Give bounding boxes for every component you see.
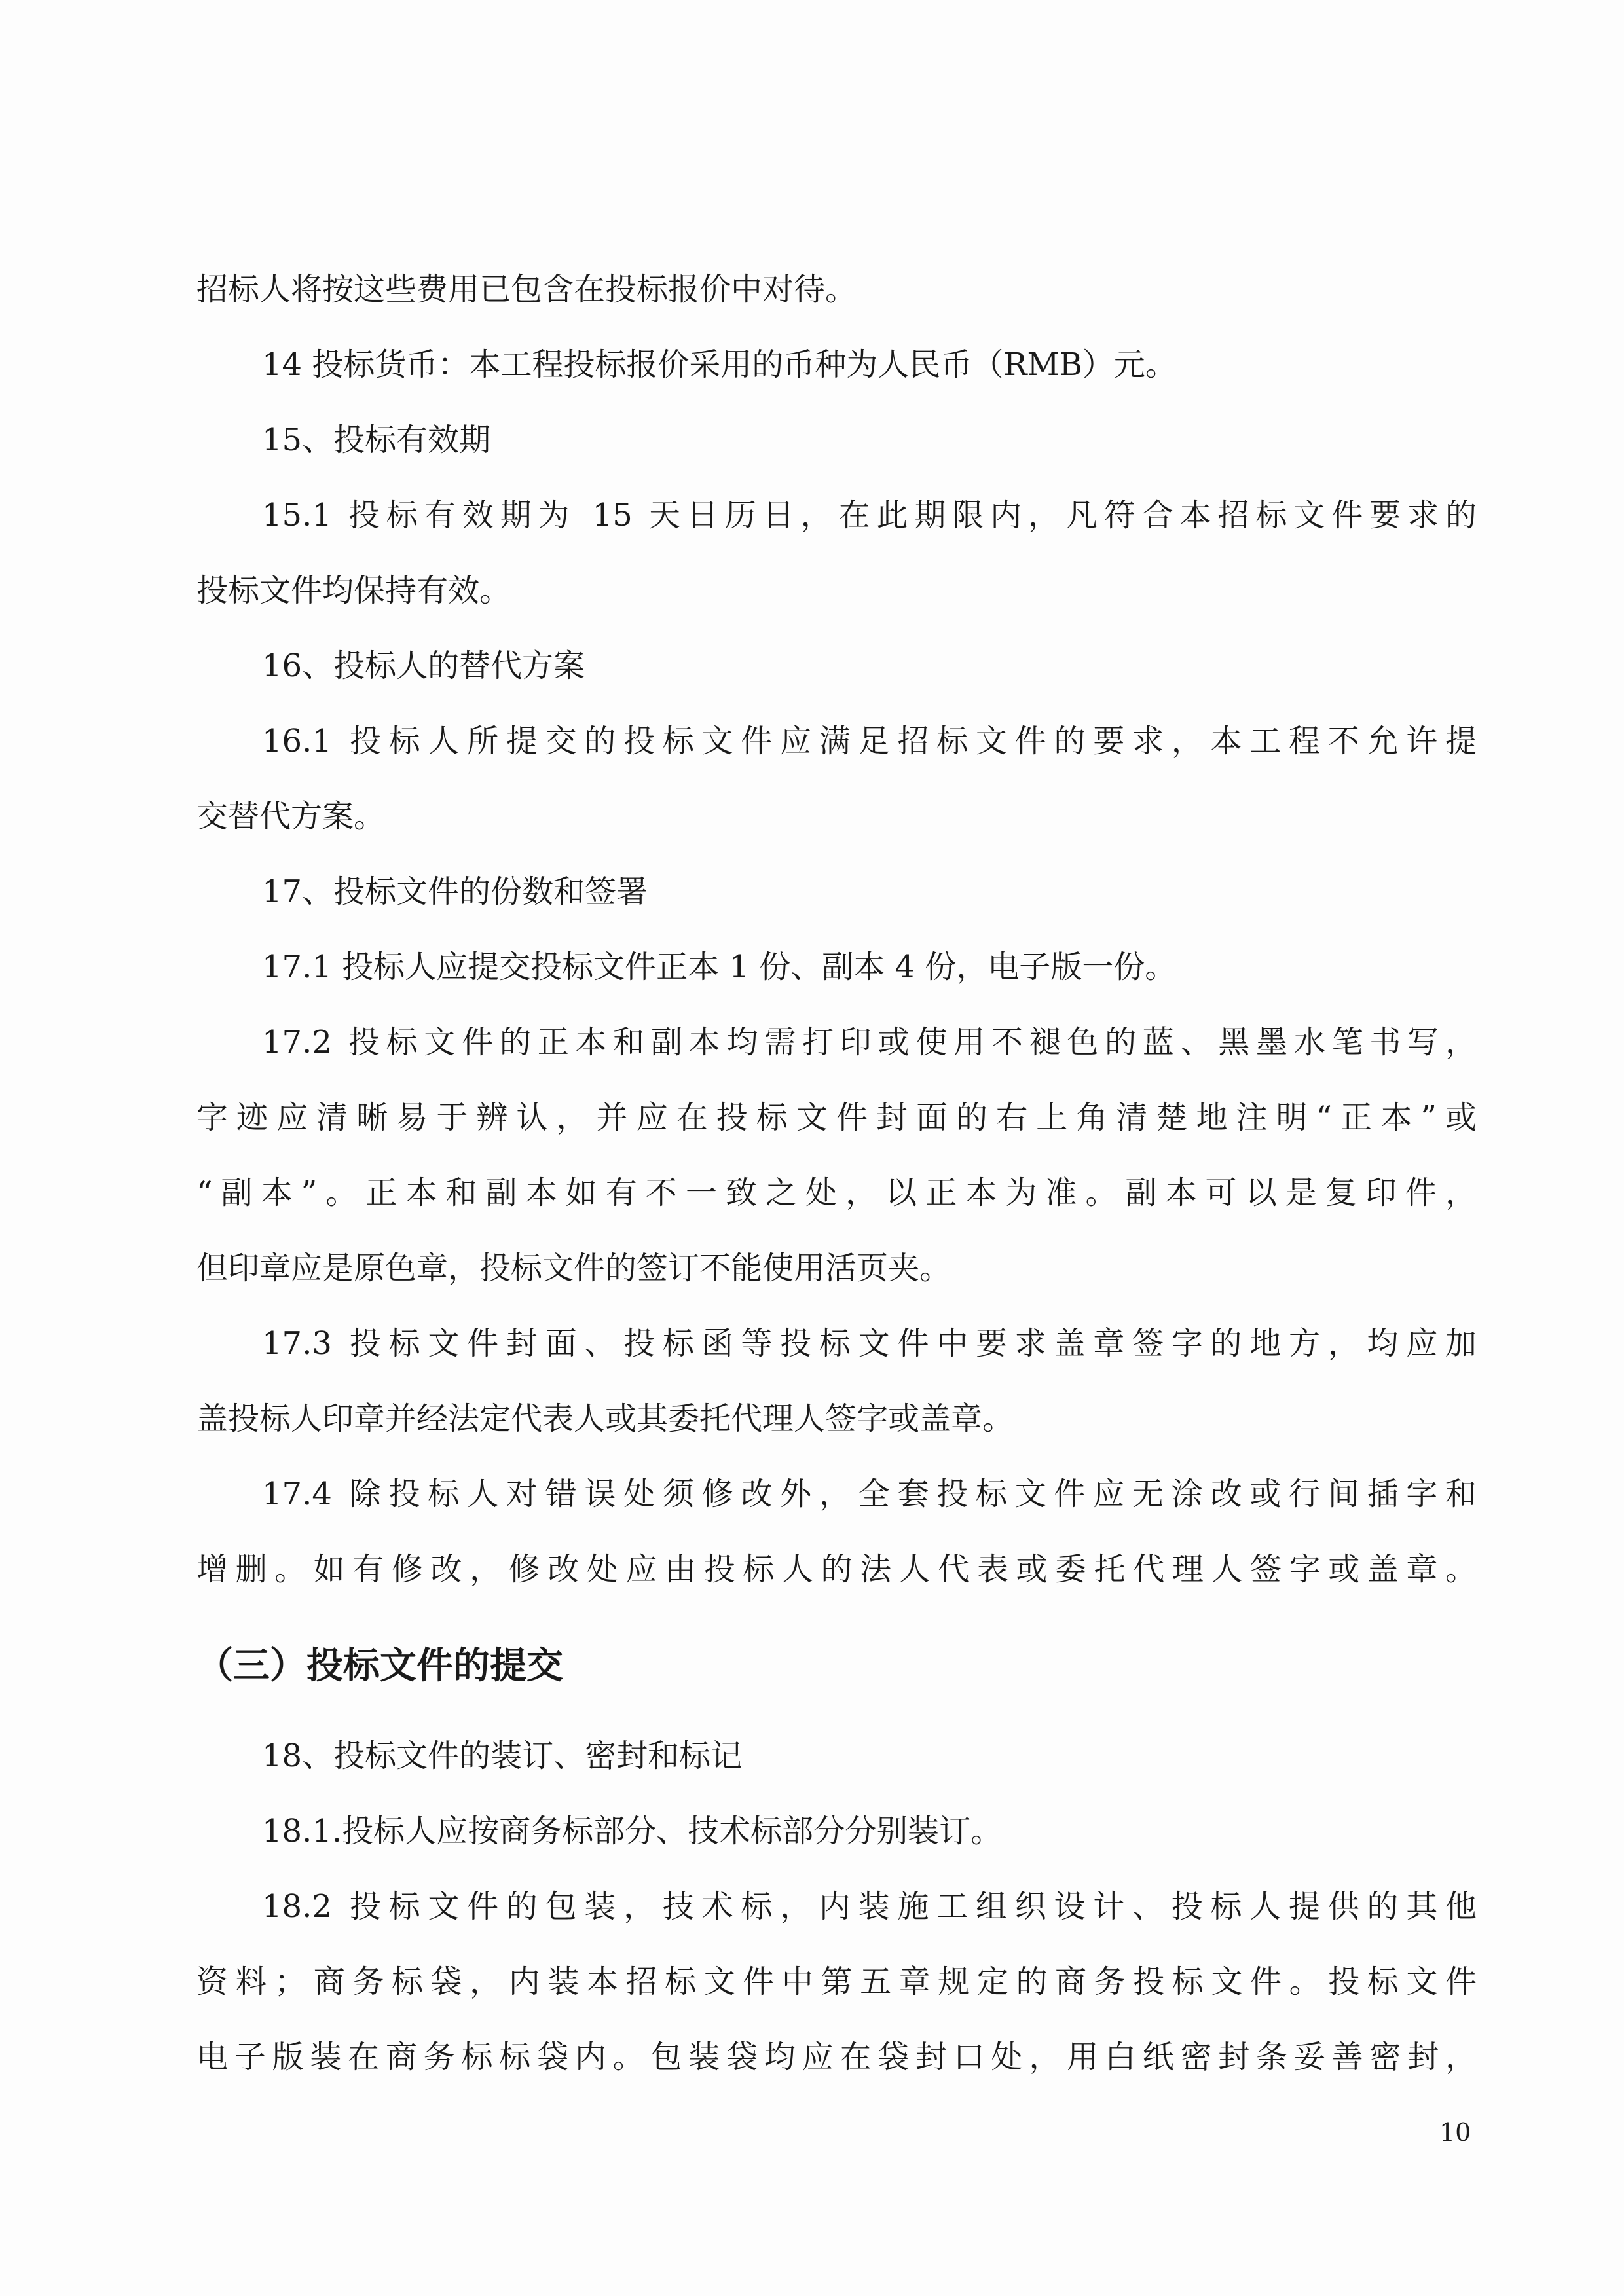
text-line: 18.1.投标人应按商务标部分、技术标部分分别装订。 — [262, 1813, 1003, 1850]
text-line: 17.1 投标人应提交投标文件正本 1 份、副本 4 份，电子版一份。 — [262, 949, 1177, 985]
text-line: 招标人将按这些费用已包含在投标报价中对待。 — [196, 271, 857, 308]
paragraphs-before-heading — [196, 252, 1477, 1607]
text-line: 字迹应清晰易于辨认，并应在投标文件封面的右上角清楚地注明“正本”或 — [196, 1099, 1477, 1136]
text-line: 17.4 除投标人对错误处须修改外，全套投标文件应无涂改或行间插字和 — [262, 1476, 1477, 1512]
text-line: 17.2 投标文件的正本和副本均需打印或使用不褪色的蓝、黑墨水笔书写， — [262, 1024, 1477, 1061]
text-line: 增删。如有修改，修改处应由投标人的法人代表或委托代理人签字或盖章。 — [196, 1551, 1477, 1588]
text-line: 17.3 投标文件封面、投标函等投标文件中要求盖章签字的地方，均应加 — [262, 1325, 1477, 1362]
text-line: “副本”。正本和副本如有不一致之处，以正本为准。副本可以是复印件， — [196, 1175, 1477, 1211]
text-line: 16.1 投标人所提交的投标文件应满足招标文件的要求，本工程不允许提 — [262, 723, 1477, 759]
text-line: 15.1 投标有效期为 15 天日历日，在此期限内，凡符合本招标文件要求的 — [262, 497, 1477, 534]
text-line: 18.2 投标文件的包装，技术标，内装施工组织设计、投标人提供的其他 — [262, 1888, 1477, 1925]
text-line: 投标文件均保持有效。 — [196, 572, 511, 609]
text-line: 15、投标有效期 — [262, 422, 491, 458]
text-line: 17、投标文件的份数和签署 — [262, 873, 648, 910]
page-number: 10 — [1439, 2118, 1471, 2147]
text-line: 交替代方案。 — [196, 798, 386, 835]
section-heading: （三）投标文件的提交 — [196, 1645, 563, 1687]
text-line: 16、投标人的替代方案 — [262, 647, 585, 684]
text-line: 18、投标文件的装订、密封和标记 — [262, 1738, 743, 1774]
text-line: 但印章应是原色章，投标文件的签订不能使用活页夹。 — [196, 1250, 951, 1286]
text-line: 盖投标人印章并经法定代表人或其委托代理人签字或盖章。 — [196, 1400, 1014, 1437]
text-line: 资料；商务标袋，内装本招标文件中第五章规定的商务投标文件。投标文件 — [196, 1963, 1477, 2000]
text-line: 电子版装在商务标标袋内。包装袋均应在袋封口处，用白纸密封条妥善密封， — [196, 2039, 1477, 2075]
text-line: 14 投标货币：本工程投标报价采用的币种为人民币（RMB）元。 — [262, 346, 1177, 383]
document-body — [196, 252, 1477, 2095]
paragraphs-after-heading — [196, 1719, 1477, 2095]
